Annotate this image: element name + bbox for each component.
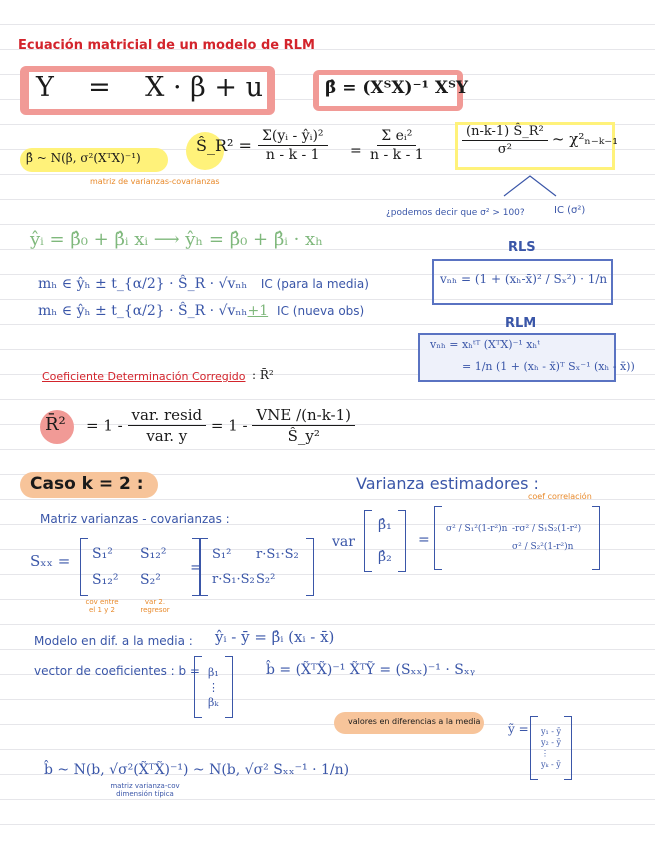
- chi-question: ¿podemos decir que σ² > 100?: [386, 208, 525, 218]
- varianza-label: Varianza estimadores :: [356, 474, 539, 493]
- sxx-matrix-2: S₁² r·S₁·S₂ r·S₁·S₂ S₂²: [200, 538, 314, 600]
- y-tilde-lhs: ỹ =: [508, 722, 529, 736]
- valores-label: valores en diferencias a la media: [348, 717, 481, 726]
- vector-coef-label: vector de coeficientes : b =: [34, 664, 200, 678]
- modelo-media-label: Modelo en dif. a la media :: [34, 634, 193, 648]
- cov-note: cov entre el 1 y 2: [85, 598, 119, 614]
- sr2-formula: Ŝ_R² =: [196, 136, 252, 155]
- rlm-label: RLM: [505, 316, 537, 331]
- rlm-formula-1: vₙₕ = xₕᵗᵀ (XᵀX)⁻¹ xₕᵗ: [430, 338, 540, 351]
- var-est-lhs: var: [332, 534, 355, 550]
- chi-ic: IC (σ²): [554, 205, 586, 216]
- chi-box: $\frac{\text{(n-k-1) Ŝ\_R²}}{\text{σ²}}$ ~ χ²ₙ₋ₖ₋₁: [462, 124, 618, 157]
- beta-distribution: β̂ ~ N(β, σ²(XᵀX)⁻¹): [26, 151, 141, 165]
- sxx-lhs: Sₓₓ =: [30, 552, 71, 570]
- vector-coef: β₁ ⋮ βₖ: [194, 656, 233, 722]
- b-distribution: b̂ ~ N(b, √σ²(X̃ᵀX̃)⁻¹) ~ N(b, √σ² Sₓₓ⁻¹ · 1/n): [44, 762, 350, 778]
- var-est-matrix: σ² / S₁²(1-r²)n -rσ² / S₁S₂(1-r²) σ² / S₂²(1-r²)n: [434, 506, 600, 574]
- sr2-fraction-2: $\frac{\text{Σ eᵢ²}}{n - k - 1}$: [370, 128, 424, 163]
- beta-hat-formula: β̂ = (XᵀX)⁻¹ XᵀY: [325, 78, 468, 98]
- caso-label: Caso k = 2 :: [30, 474, 144, 494]
- var-est-vector: β̂₁ β̂₂: [364, 510, 406, 576]
- coef-corr-note: coef correlación: [528, 492, 592, 501]
- ic-media: mₕ ∈ ŷₕ ± t_{α/2} · Ŝ_R · √vₙₕ IC (para la media): [38, 276, 369, 292]
- r2-rhs: = 1 - $\frac{\text{var. resid}}{\text{var. y}}$ = 1 - $\frac{\text{VNE /(n-k-1)}}{\text{Ŝ\_y²}}$: [86, 406, 355, 445]
- y-tilde-vector: y₁ - ȳ y₂ - ȳ ⋮ yₖ - ȳ: [530, 716, 572, 784]
- sxx-matrix-1: S₁² S₁₂² S₁₂² S₂²: [80, 538, 200, 600]
- model-equation: Y = X · β + u: [36, 72, 263, 103]
- b-distribution-note: matriz varianza-cov dimensión típica: [110, 782, 180, 798]
- r2-formula: R̄²: [45, 414, 66, 435]
- b-hat-formula: b̂ = (X̃ᵀX̃)⁻¹ X̃ᵀỸ = (Sₓₓ)⁻¹ · Sₓᵧ: [266, 662, 476, 678]
- sxx-equals: =: [190, 558, 203, 576]
- sr2-fraction-1: $\frac{\text{Σ(yᵢ - ŷᵢ)²}}{n - k - 1}$: [258, 128, 328, 163]
- page-title: Ecuación matricial de un modelo de RLM: [18, 38, 315, 53]
- coef-det-symbol: : R̄²: [252, 368, 274, 382]
- var-est-equals: =: [418, 532, 430, 548]
- beta-distribution-note: matriz de varianzas-covarianzas: [90, 177, 220, 186]
- prediction-line: ŷᵢ = β̂₀ + β̂ᵢ xᵢ ⟶ ŷₕ = β̂₀ + β̂ᵢ · xₕ: [30, 229, 323, 250]
- coef-det-label: Coeficiente Determinación Corregido: [42, 370, 246, 383]
- triangle-connector: [500, 172, 560, 198]
- modelo-media-formula: ŷᵢ - ȳ = β̂ᵢ (xᵢ - x̄): [215, 628, 335, 646]
- rlm-formula-2: = 1/n (1 + (xₕ - x̄)ᵀ Sₓ⁻¹ (xₕ - x̄)): [462, 360, 635, 373]
- matriz-label: Matriz varianzas - covarianzas :: [40, 512, 230, 526]
- ic-obs: mₕ ∈ ŷₕ ± t_{α/2} · Ŝ_R · √vₙₕ+1 IC (nueva obs): [38, 303, 365, 319]
- var-note: var 2. regresor: [140, 598, 170, 614]
- sr2-equals: =: [350, 143, 362, 159]
- rls-formula: vₙₕ = (1 + (xₕ-x̄)² / Sₓ²) · 1/n: [440, 272, 608, 286]
- rls-label: RLS: [508, 240, 536, 255]
